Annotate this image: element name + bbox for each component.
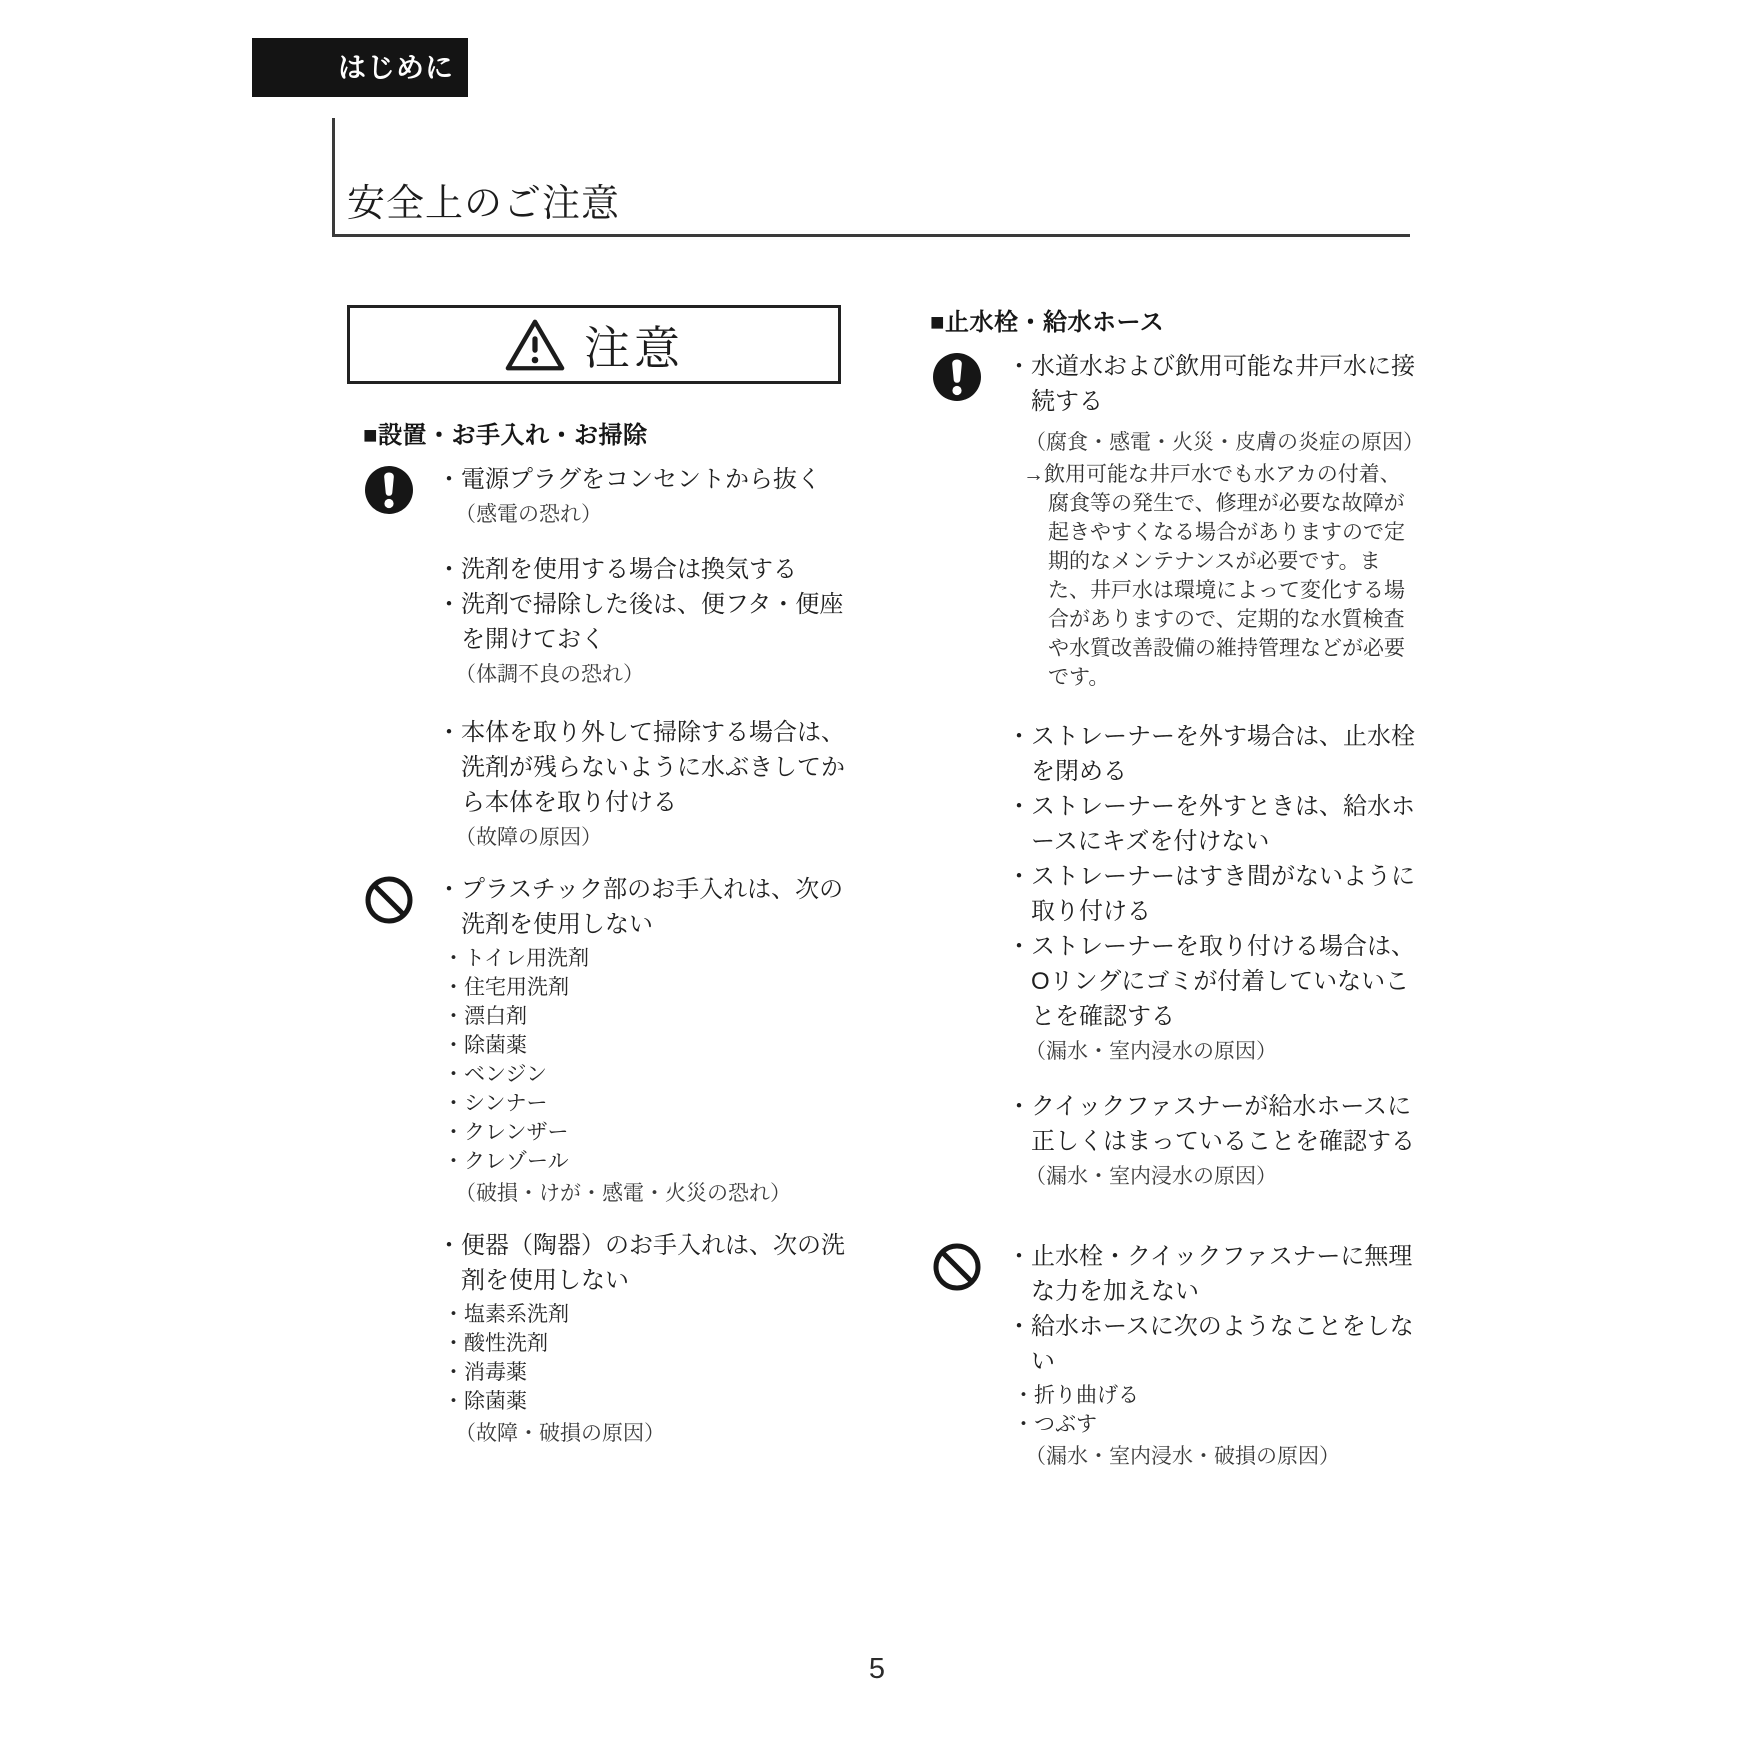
bullet-text: ・電源プラグをコンセントから抜く — [437, 466, 821, 493]
cause-note: （腐食・感電・火災・皮膚の炎症の原因） — [1025, 431, 1424, 454]
list-item: ・酸性洗剤 — [443, 1332, 548, 1355]
right-section-heading: ■止水栓・給水ホース — [930, 309, 1165, 336]
prohibition-icon — [365, 876, 413, 924]
cause-note: （故障の原因） — [455, 826, 602, 849]
forbidden-detergent-list — [437, 1300, 845, 1416]
list-item: ・クレゾール — [443, 1150, 569, 1173]
list-item: ・シンナー — [443, 1092, 548, 1115]
left-entry-detergent-ventilation — [365, 552, 845, 689]
list-item: ・除菌薬 — [443, 1034, 527, 1057]
bullet-text: ・プラスチック部のお手入れは、次の洗剤を使用しない — [437, 876, 844, 938]
list-item: ・消毒薬 — [443, 1361, 527, 1384]
list-item: ・除菌薬 — [443, 1390, 527, 1413]
left-entry-unplug — [365, 462, 845, 529]
bullet-text: ・止水栓・クイックファスナーに無理な力を加えない — [1007, 1243, 1413, 1305]
mandatory-icon — [365, 466, 413, 514]
bullet-text: ・給水ホースに次のようなことをしない — [1007, 1313, 1414, 1375]
bullet-text: ・ストレーナーを外すときは、給水ホースにキズを付けない — [1007, 793, 1415, 855]
cause-note: （漏水・室内浸水・破損の原因） — [1025, 1445, 1340, 1468]
title-vertical-rule — [332, 118, 335, 237]
page-number: 5 — [868, 1653, 886, 1685]
left-entry-plastic-care — [365, 872, 845, 1208]
bullet-text: ・ストレーナーを取り付ける場合は、Oリングにゴミが付着していないことを確認する — [1007, 933, 1415, 1030]
bullet-text: ・洗剤を使用する場合は換気する — [437, 556, 797, 583]
cause-note: （感電の恐れ） — [455, 503, 602, 526]
caution-label: 注意 — [584, 321, 684, 374]
page-title: 安全上のご注意 — [347, 183, 621, 225]
bullet-text: ・クイックファスナーが給水ホースに正しくはまっていることを確認する — [1007, 1093, 1415, 1155]
mandatory-icon — [933, 353, 981, 401]
title-horizontal-rule — [332, 234, 1410, 237]
prohibition-icon — [933, 1243, 981, 1291]
forbidden-action-list — [1007, 1381, 1416, 1439]
list-item: ・クレンザー — [443, 1121, 569, 1144]
bullet-text: ・本体を取り外して掃除する場合は、洗剤が残らないように水ぶきしてから本体を取り付ける — [437, 719, 845, 816]
bullet-text: ・ストレーナーはすき間がないように取り付ける — [1007, 863, 1415, 925]
bullet-text: ・水道水および飲用可能な井戸水に接続する — [1007, 353, 1415, 415]
left-section-heading: ■設置・お手入れ・お掃除 — [363, 422, 648, 449]
list-item: ・住宅用洗剤 — [443, 976, 569, 999]
list-item: ・ベンジン — [443, 1063, 547, 1086]
left-entry-remove-body — [365, 715, 845, 852]
section-tab: はじめに — [252, 38, 468, 97]
cause-note: （漏水・室内浸水の原因） — [1025, 1040, 1277, 1063]
supplementary-note: →飲用可能な井戸水でも水アカの付着、腐食等の発生で、修理が必要な故障が起きやすくなる場合がありますので定期的なメンテナンスが必要です。また、井戸水は環境によって変化する場合がありますので、定期的な水質検査や水質改善設備の維持管理などが必要です。 — [1023, 463, 1405, 689]
right-entry-strainer — [930, 719, 1416, 1066]
warning-triangle-icon — [504, 317, 566, 373]
left-entry-ceramic-care — [365, 1228, 845, 1448]
cause-note: （体調不良の恐れ） — [455, 663, 644, 686]
forbidden-detergent-list — [437, 944, 845, 1176]
list-item: ・折り曲げる — [1013, 1384, 1139, 1407]
list-item: ・漂白剤 — [443, 1005, 527, 1028]
cause-note: （破損・けが・感電・火災の恐れ） — [455, 1182, 791, 1205]
cause-note: （漏水・室内浸水の原因） — [1025, 1165, 1277, 1188]
right-entry-no-force — [930, 1239, 1416, 1471]
right-entry-quick-fastener — [930, 1089, 1416, 1191]
cause-note: （故障・破損の原因） — [455, 1422, 665, 1445]
list-item: ・トイレ用洗剤 — [443, 947, 589, 970]
bullet-text: ・洗剤で掃除した後は、便フタ・便座を開けておく — [437, 591, 844, 653]
list-item: ・つぶす — [1013, 1413, 1097, 1436]
caution-box — [347, 305, 841, 384]
list-item: ・塩素系洗剤 — [443, 1303, 569, 1326]
bullet-text: ・便器（陶器）のお手入れは、次の洗剤を使用しない — [437, 1232, 845, 1294]
right-entry-water-supply — [930, 349, 1424, 692]
bullet-text: ・ストレーナーを外す場合は、止水栓を閉める — [1007, 723, 1415, 785]
